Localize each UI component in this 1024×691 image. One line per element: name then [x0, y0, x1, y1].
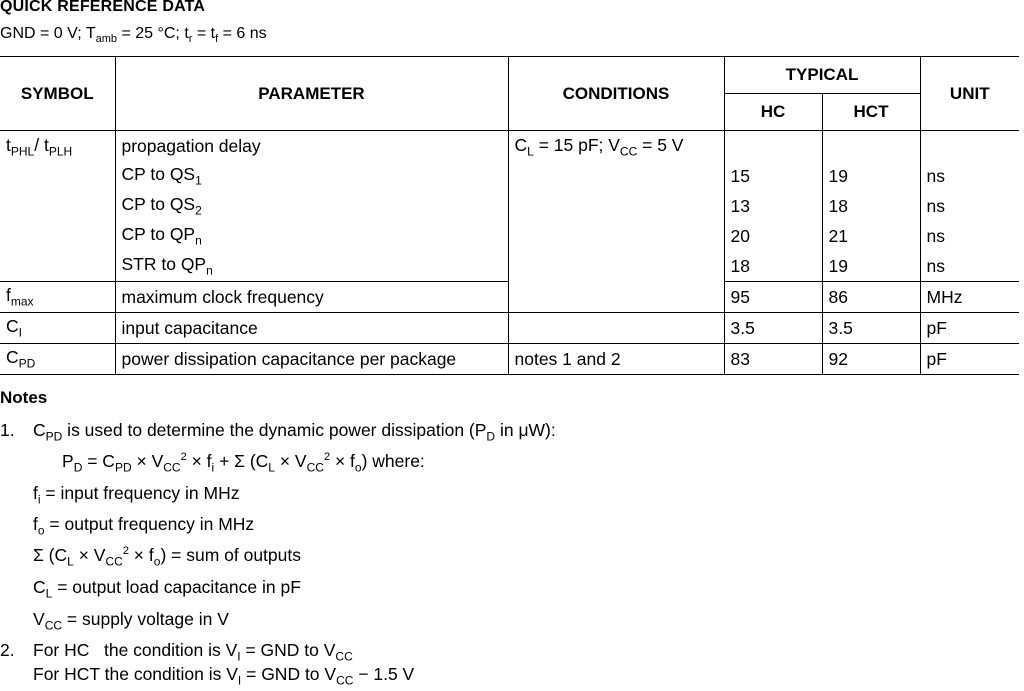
parameter-cell: power dissipation capacitance per package	[115, 344, 508, 375]
definition-vcc: $V_{CC}$ = supply voltage in V	[33, 609, 229, 633]
hct-value: 92	[822, 344, 920, 375]
table-header-row	[0, 57, 1019, 94]
note-1-number: 1.	[0, 420, 15, 440]
parameter-cell: CP to $QS_1$	[115, 161, 508, 191]
symbol-tphl-tplh: $t_{PHL}/$ $t_{PLH}$	[0, 131, 115, 282]
parameter-cell: propagation delay	[115, 131, 508, 162]
hc-value: 15	[724, 161, 822, 191]
unit-value: ns	[926, 225, 945, 246]
hct-value: 18	[822, 191, 920, 221]
unit-value: pF	[920, 344, 1019, 375]
hct-value: 86	[822, 282, 920, 313]
header-unit: UNIT	[920, 57, 1019, 131]
note-2-hc: For HC the condition is $V_I$ = GND to $V_{CC}$	[33, 640, 353, 664]
unit-value: ns	[926, 255, 945, 276]
parameter-cell: input capacitance	[115, 313, 508, 344]
quick-reference-table	[0, 56, 1019, 375]
symbol-cpd: $C_{PD}$	[0, 344, 115, 375]
hct-value: 19	[822, 161, 920, 191]
definition-sum: Σ $(C_L \times V_{CC}^2 \times f_o)$ = sum of outputs	[33, 545, 301, 569]
hc-value: 3.5	[724, 313, 822, 344]
symbol-ci: $C_I$	[0, 313, 115, 344]
unit-value: pF	[920, 313, 1019, 344]
header-typical: TYPICAL	[724, 57, 920, 94]
unit-value: MHz	[920, 282, 1019, 313]
hc-value: 18	[724, 251, 822, 282]
parameter-cell: CP to $QP_n$	[115, 221, 508, 251]
table-row	[0, 131, 1019, 162]
table-row	[0, 344, 1019, 375]
notes-heading: Notes	[0, 388, 48, 407]
hc-value: 20	[724, 221, 822, 251]
hc-value: 95	[724, 282, 822, 313]
hc-value: 13	[724, 191, 822, 221]
test-conditions: GND = 0 V; $T_{amb} = 25$ °C; $t_r = t_f = 6$ ns	[0, 25, 267, 46]
definition-cl: $C_L$ = output load capacitance in pF	[33, 577, 301, 601]
note-1-text: $C_{PD}$ is used to determine the dynamic power dissipation ($P_D$ in μW):	[33, 420, 556, 444]
parameter-cell: STR to $QP_n$	[115, 251, 508, 282]
header-conditions: CONDITIONS	[508, 57, 724, 131]
hc-value: 83	[724, 344, 822, 375]
hct-value: 21	[822, 221, 920, 251]
unit-value: ns	[926, 195, 945, 216]
hct-value: 3.5	[822, 313, 920, 344]
note-2-number: 2.	[0, 640, 15, 660]
table-row	[0, 313, 1019, 344]
section-title: QUICK REFERENCE DATA	[0, 0, 206, 15]
note-2-hct: For HCT the condition is $V_I$ = GND to $V_{CC} - 1.5$ V	[33, 664, 415, 688]
header-symbol: SYMBOL	[0, 57, 115, 131]
header-parameter: PARAMETER	[115, 57, 508, 131]
unit-value: ns	[926, 165, 945, 186]
header-hc: HC	[724, 94, 822, 131]
parameter-cell: maximum clock frequency	[115, 282, 508, 313]
symbol-fmax: $f_{max}$	[0, 282, 115, 313]
definition-fi: $f_i$ = input frequency in MHz	[33, 483, 240, 507]
parameter-cell: CP to $QS_2$	[115, 191, 508, 221]
power-formula: $P_D = C_{PD} \times V_{CC}^2 \times f_i + \Sigma$ $(C_L \times V_{CC}^2 \times f_o)$ where:	[62, 451, 425, 475]
hct-value: 19	[822, 251, 920, 282]
conditions-cell: $C_L = 15$ pF; $V_{CC} = 5$ V	[508, 131, 724, 313]
conditions-cell: notes 1 and 2	[508, 344, 724, 375]
header-hct: HCT	[822, 94, 920, 131]
definition-fo: $f_o$ = output frequency in MHz	[33, 514, 255, 538]
